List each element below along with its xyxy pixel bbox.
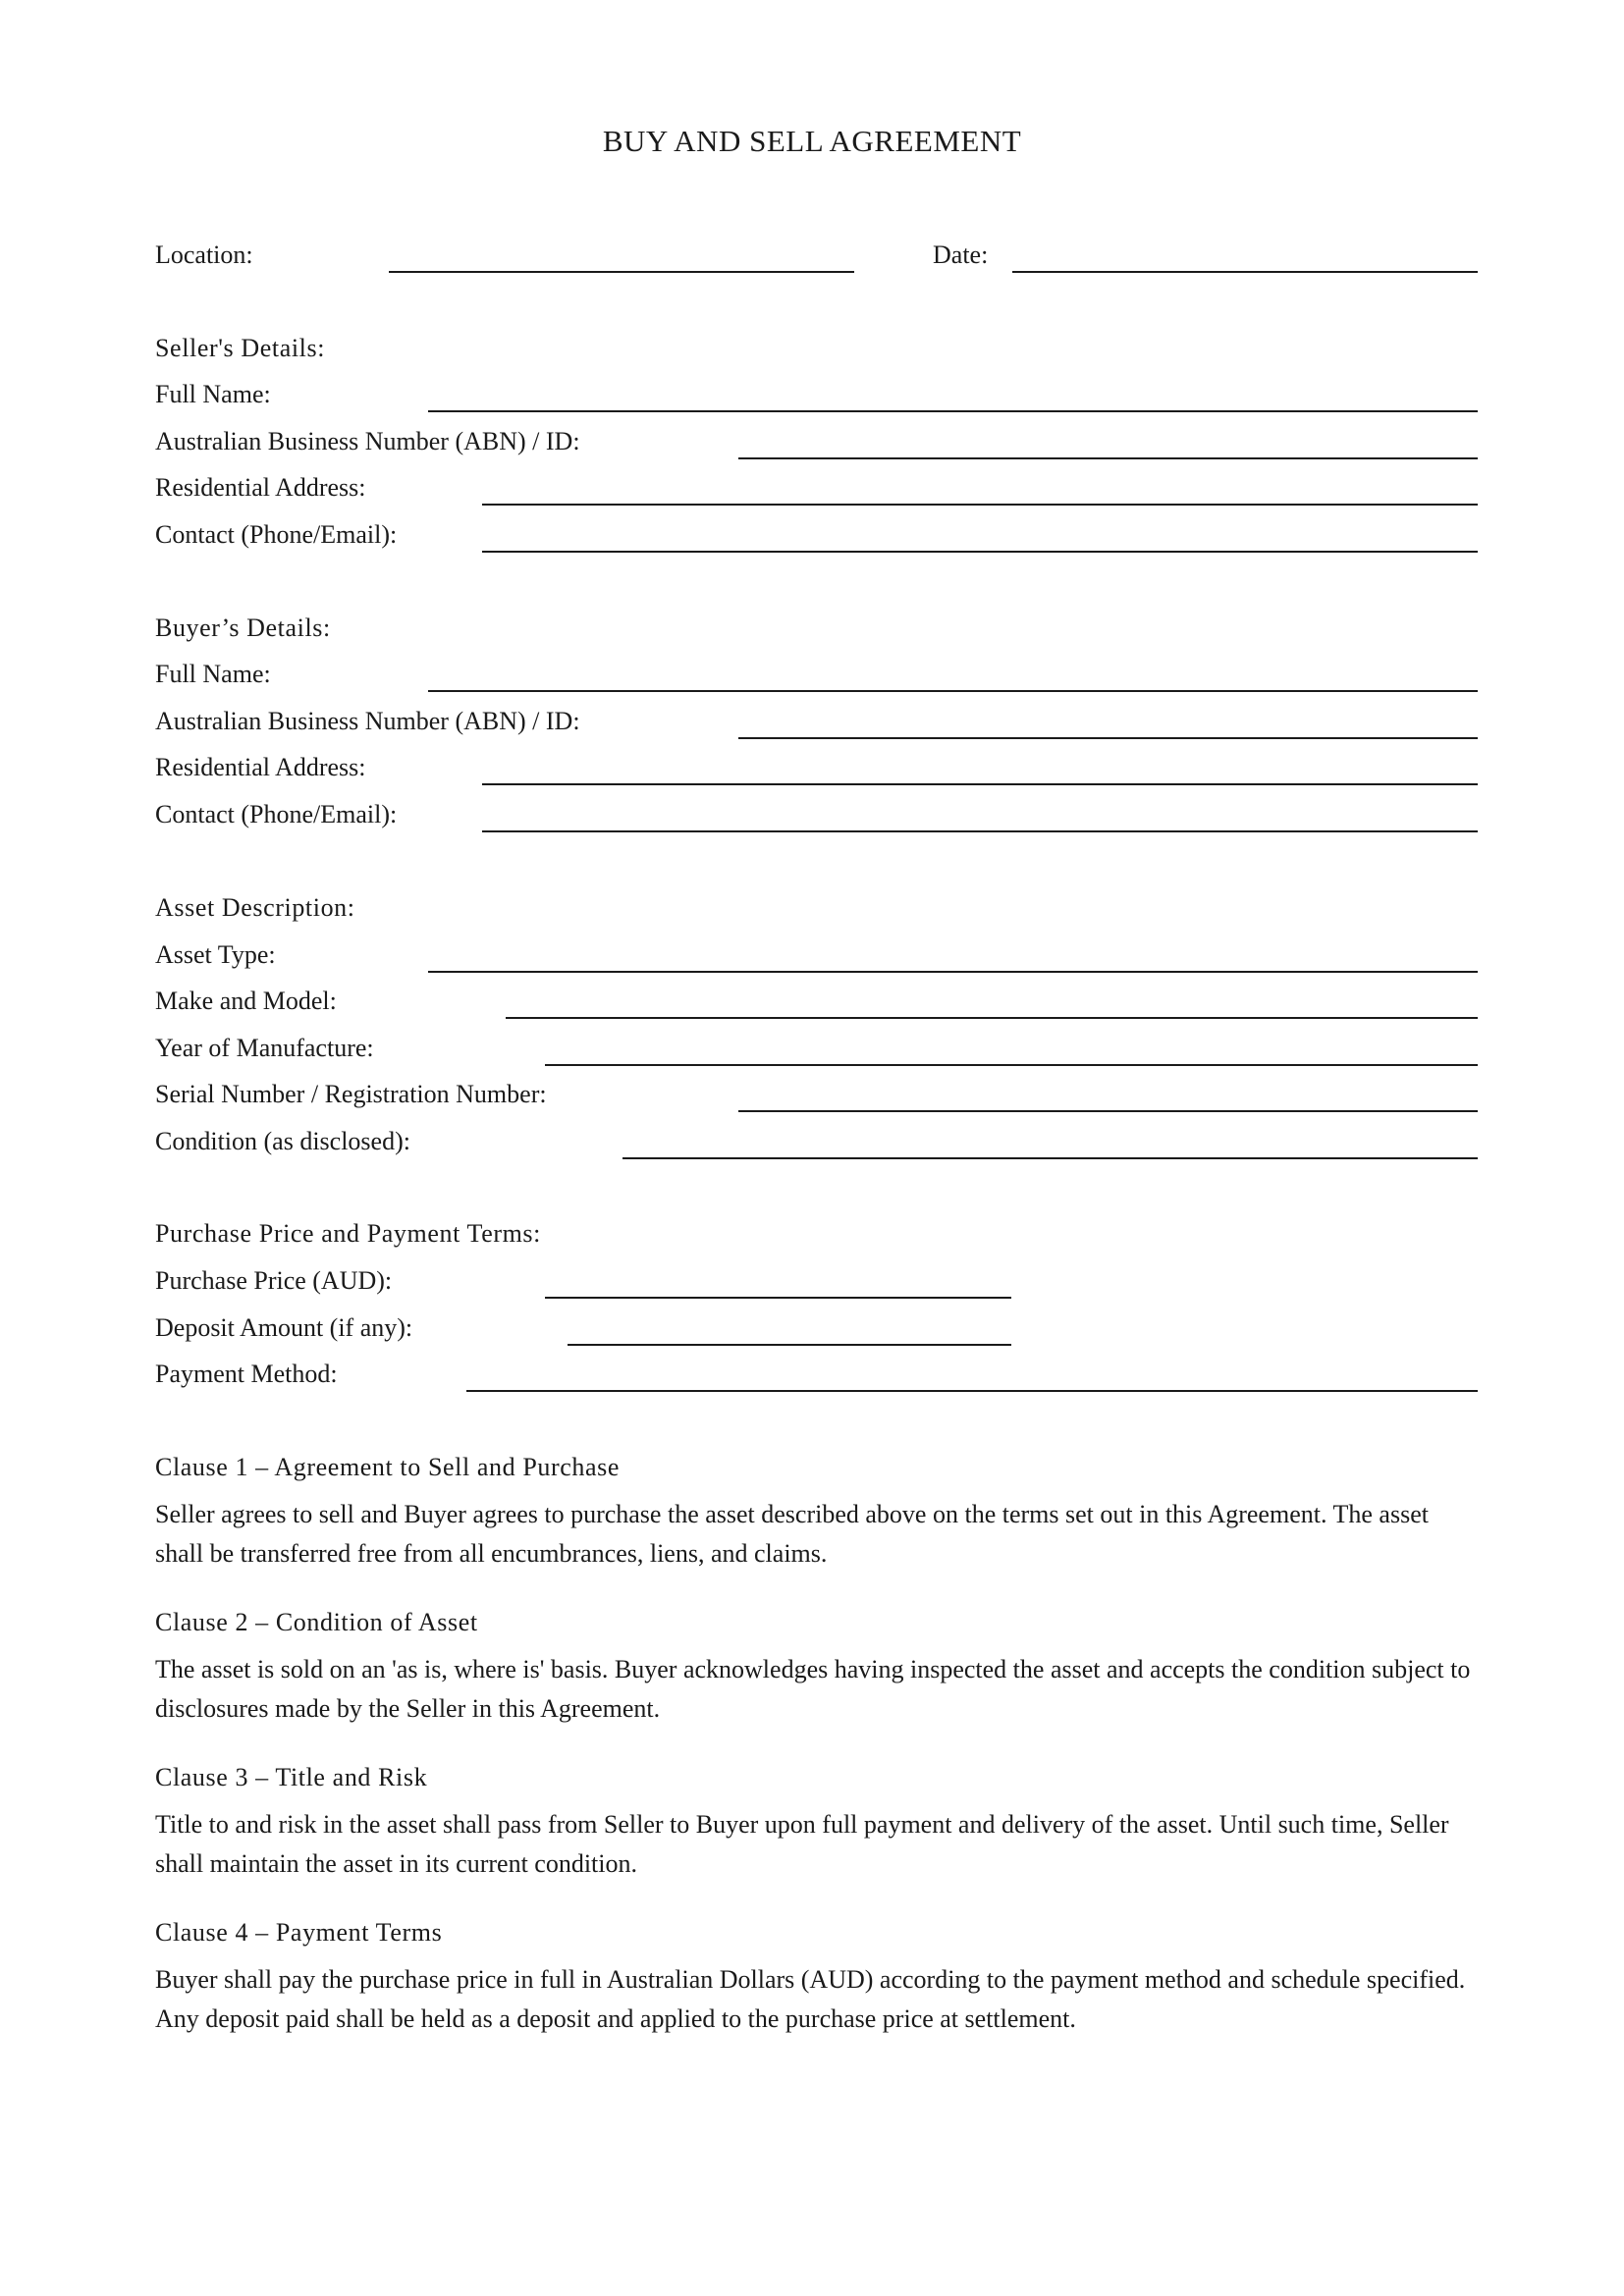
seller-contact-label: Contact (Phone/Email): <box>155 520 398 549</box>
make-model-label: Make and Model: <box>155 987 337 1015</box>
document-title: BUY AND SELL AGREEMENT <box>602 124 1022 158</box>
seller-full-name-field[interactable] <box>428 410 1478 412</box>
asset-type-label: Asset Type: <box>155 940 276 969</box>
clause-4-body: Buyer shall pay the purchase price in full in Australian Dollars (AUD) according to the payment method and schedule specified. Any deposit paid shall be held as a deposit and applied to the purchase price at settlement. <box>155 1965 1466 2033</box>
clause-1-heading: Clause 1 – Agreement to Sell and Purchase <box>155 1453 620 1481</box>
condition-label: Condition (as disclosed): <box>155 1127 410 1155</box>
seller-address-field[interactable] <box>482 504 1478 506</box>
seller-abn-label: Australian Business Number (ABN) / ID: <box>155 427 580 455</box>
seller-contact-field[interactable] <box>482 551 1478 553</box>
clause-2-body: The asset is sold on an 'as is, where is' basis. Buyer acknowledges having inspected the asset and accepts the condition subject to disclosures made by the Seller in this Agreement. <box>155 1655 1471 1723</box>
price-field[interactable] <box>545 1297 1011 1299</box>
buyer-heading: Buyer’s Details: <box>155 614 331 642</box>
buyer-abn-label: Australian Business Number (ABN) / ID: <box>155 707 580 735</box>
clause-1-body: Seller agrees to sell and Buyer agrees to purchase the asset described above on the terms set out in this Agreement. The asset shall be transferred free from all encumbrances, liens, and claims. <box>155 1500 1429 1568</box>
date-field[interactable] <box>1012 271 1478 273</box>
buyer-full-name-field[interactable] <box>428 690 1478 692</box>
seller-abn-field[interactable] <box>738 457 1478 459</box>
buyer-contact-field[interactable] <box>482 830 1478 832</box>
location-label: Location: <box>155 240 253 269</box>
serial-label: Serial Number / Registration Number: <box>155 1080 547 1108</box>
clause-3-heading: Clause 3 – Title and Risk <box>155 1763 428 1791</box>
seller-heading: Seller's Details: <box>155 334 326 362</box>
year-label: Year of Manufacture: <box>155 1034 374 1062</box>
year-field[interactable] <box>545 1064 1478 1066</box>
location-field[interactable] <box>389 271 854 273</box>
date-label: Date: <box>933 240 989 269</box>
asset-type-field[interactable] <box>428 971 1478 973</box>
serial-field[interactable] <box>738 1110 1478 1112</box>
condition-field[interactable] <box>623 1157 1478 1159</box>
payment-method-field[interactable] <box>466 1390 1478 1392</box>
seller-address-label: Residential Address: <box>155 473 366 502</box>
price-label: Purchase Price (AUD): <box>155 1266 393 1295</box>
clause-2-heading: Clause 2 – Condition of Asset <box>155 1608 478 1636</box>
deposit-field[interactable] <box>568 1344 1011 1346</box>
purchase-heading: Purchase Price and Payment Terms: <box>155 1219 541 1248</box>
buyer-contact-label: Contact (Phone/Email): <box>155 800 398 828</box>
payment-method-label: Payment Method: <box>155 1360 338 1388</box>
buyer-full-name-label: Full Name: <box>155 660 271 688</box>
make-model-field[interactable] <box>506 1017 1478 1019</box>
seller-full-name-label: Full Name: <box>155 380 271 408</box>
deposit-label: Deposit Amount (if any): <box>155 1313 413 1342</box>
clause-3-body: Title to and risk in the asset shall pass from Seller to Buyer upon full payment and delivery of the asset. Until such time, Seller shall maintain the asset in its current condition. <box>155 1810 1449 1878</box>
asset-heading: Asset Description: <box>155 893 355 922</box>
buyer-address-label: Residential Address: <box>155 753 366 781</box>
clause-4-heading: Clause 4 – Payment Terms <box>155 1918 443 1947</box>
buyer-abn-field[interactable] <box>738 737 1478 739</box>
buyer-address-field[interactable] <box>482 783 1478 785</box>
